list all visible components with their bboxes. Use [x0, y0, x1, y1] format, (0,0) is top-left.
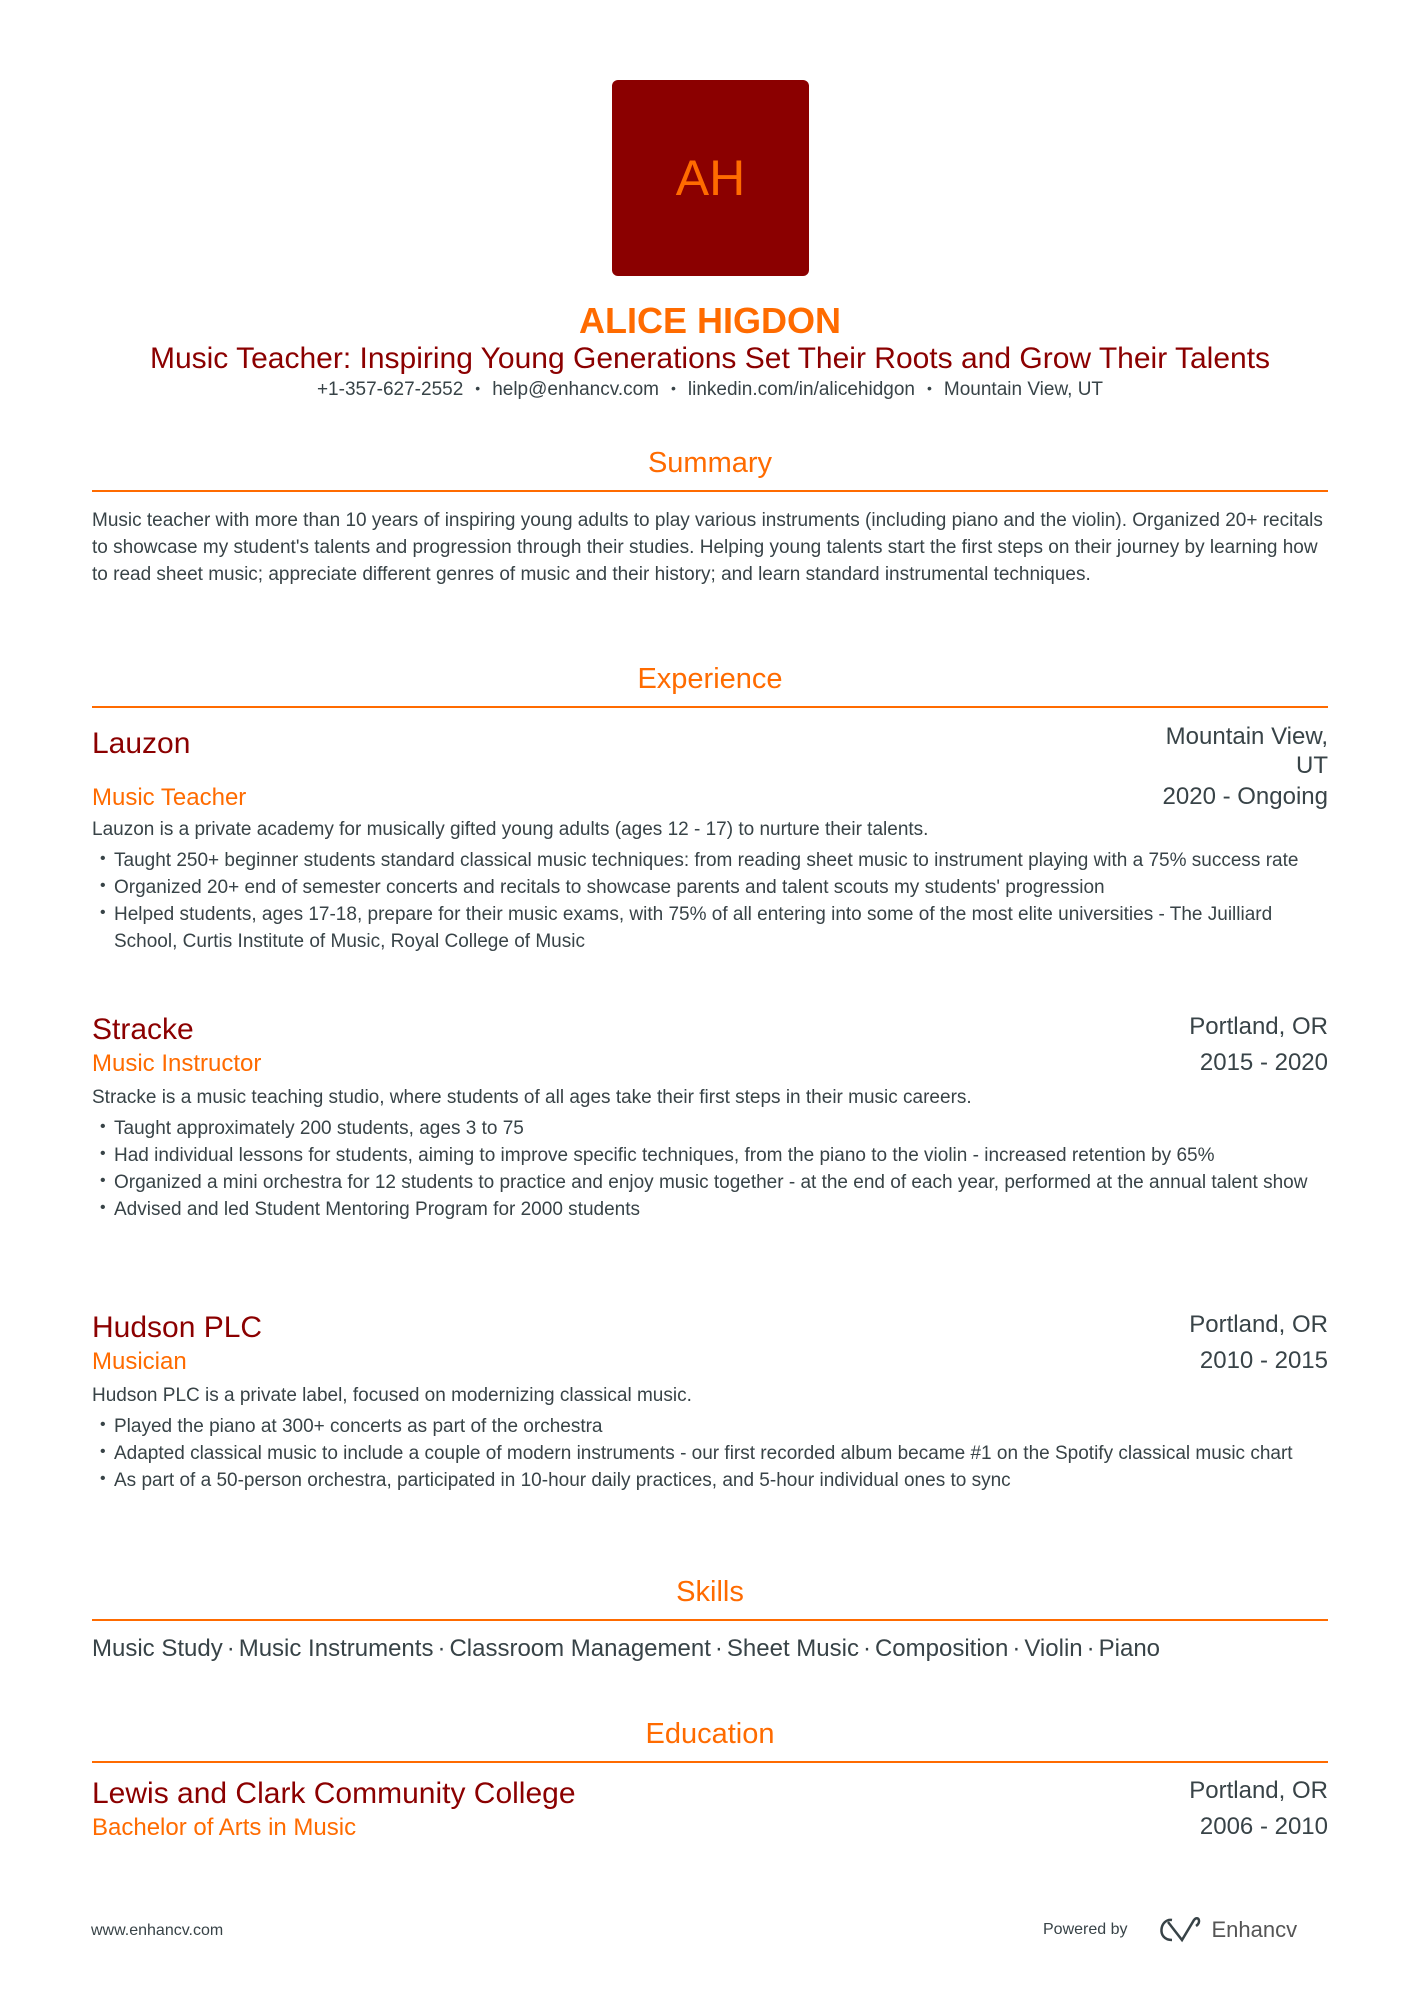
skill: Sheet Music — [726, 1635, 859, 1662]
divider — [92, 1761, 1328, 1763]
experience-entry-hudson — [92, 1310, 1328, 1494]
company-description: Hudson PLC is a private label, focused on modernizing classical music. — [92, 1385, 692, 1406]
job-title: Music Teacher — [92, 784, 247, 811]
location: Mountain View, UT — [943, 379, 1104, 400]
skill: Piano — [1098, 1635, 1161, 1662]
bullet: • Adapted classical music to include a couple of modern instruments - our first recorded album became #1 on the Spotify classical music chart — [114, 1440, 1328, 1467]
education-heading: Education — [645, 1718, 775, 1750]
degree: Bachelor of Arts in Music — [92, 1814, 357, 1841]
separator: · — [1086, 1635, 1095, 1662]
job-location: Portland, OR — [1189, 1013, 1328, 1040]
linkedin-link[interactable]: linkedin.com/in/alicehidgon — [687, 379, 915, 400]
phone: +1-357-627-2552 — [316, 379, 464, 400]
experience-heading: Experience — [637, 663, 783, 695]
skill: Composition — [874, 1635, 1009, 1662]
job-dates: 2015 - 2020 — [1199, 1049, 1328, 1076]
powered-by-label: Powered by — [1043, 1921, 1128, 1938]
email-link[interactable]: help@enhancv.com — [492, 379, 659, 400]
skills-heading: Skills — [676, 1576, 744, 1608]
separator: • — [671, 380, 676, 396]
summary-heading: Summary — [647, 447, 773, 479]
company-name: Stracke — [92, 1013, 194, 1046]
job-title: Music Instructor — [92, 1050, 262, 1077]
experience-entry-stracke — [92, 1012, 1328, 1223]
bullet: • Taught 250+ beginner students standard classical music techniques: from reading sheet music to instrument playing with a 75% success rate — [114, 847, 1328, 874]
company-name: Lauzon — [92, 727, 191, 760]
bullet: • As part of a 50-person orchestra, participated in 10-hour daily practices, and 5-hour individual ones to sync — [114, 1467, 1328, 1494]
bullet: • Taught approximately 200 students, ages 3 to 75 — [114, 1115, 1328, 1142]
bullet: • Organized 20+ end of semester concerts and recitals to showcase parents and talent scouts my students' progression — [114, 874, 1328, 901]
separator: · — [1012, 1635, 1021, 1662]
bullet: • Helped students, ages 17-18, prepare for their music exams, with 75% of all entering into some of the most elite universities - The Juilliard School, Curtis Institute of Music, Royal College of Music — [114, 901, 1328, 955]
job-dates: 2010 - 2015 — [1199, 1347, 1328, 1374]
separator: • — [475, 380, 481, 396]
skill: Music Study — [92, 1635, 223, 1662]
company-name: Hudson PLC — [92, 1311, 263, 1344]
company-description: Lauzon is a private academy for musically gifted young adults (ages 12 - 17) to nurture their talents. — [92, 819, 929, 840]
skill: Music Instruments — [238, 1635, 434, 1662]
school-location: Portland, OR — [1189, 1777, 1328, 1804]
achievements-list — [92, 1115, 1328, 1223]
achievements-list — [92, 1413, 1328, 1494]
divider — [92, 706, 1328, 708]
separator: · — [437, 1635, 446, 1662]
education-entry — [92, 1776, 1328, 1844]
enhancv-logo-icon — [1154, 1916, 1202, 1944]
bullet: • Organized a mini orchestra for 12 students to practice and enjoy music together - at the end of each year, performed at the annual talent show — [114, 1169, 1328, 1196]
job-title: Musician — [92, 1348, 187, 1375]
job-dates: 2020 - Ongoing — [1162, 783, 1328, 810]
headline: Music Teacher: Inspiring Young Generations Set Their Roots and Grow Their Talents — [149, 342, 1271, 375]
company-description: Stracke is a music teaching studio, where students of all ages take their first steps in their music careers. — [92, 1087, 972, 1108]
separator: · — [226, 1635, 235, 1662]
skills-list — [92, 1635, 1328, 1663]
skill: Violin — [1024, 1635, 1083, 1662]
bullet: • Advised and led Student Mentoring Program for 2000 students — [114, 1196, 1328, 1223]
summary-text: Music teacher with more than 10 years of inspiring young adults to play various instruments (including piano and the violin). Organized 20+ recitals to showcase my student's talents and progression through their studies. Helping young talents start the first steps on their journey by learning how to read sheet music; appreciate different genres of music and their history; and learn standard instrumental techniques. — [92, 510, 1323, 585]
separator: · — [862, 1635, 871, 1662]
enhancv-brand: Enhancv — [1211, 1917, 1298, 1942]
avatar — [612, 80, 809, 276]
job-location: Portland, OR — [1189, 1311, 1328, 1338]
achievements-list — [92, 847, 1328, 955]
experience-entry-lauzon — [92, 722, 1328, 955]
contact-info — [92, 379, 1328, 401]
candidate-name: ALICE HIGDON — [578, 300, 841, 341]
divider — [92, 1619, 1328, 1621]
bullet: • Had individual lessons for students, aiming to improve specific techniques, from the piano to the violin - increased retention by 65% — [114, 1142, 1328, 1169]
separator: • — [927, 380, 932, 396]
skill: Classroom Management — [449, 1635, 711, 1662]
education-dates: 2006 - 2010 — [1199, 1813, 1328, 1840]
school-name: Lewis and Clark Community College — [92, 1777, 576, 1810]
bullet: • Played the piano at 300+ concerts as part of the orchestra — [114, 1413, 1328, 1440]
divider — [92, 490, 1328, 492]
separator: · — [714, 1635, 723, 1662]
job-location: Mountain View, UT — [1165, 723, 1328, 779]
footer-powered-by — [1043, 1916, 1297, 1944]
footer-website[interactable]: www.enhancv.com — [91, 1922, 224, 1939]
avatar-initials: AH — [675, 150, 746, 206]
